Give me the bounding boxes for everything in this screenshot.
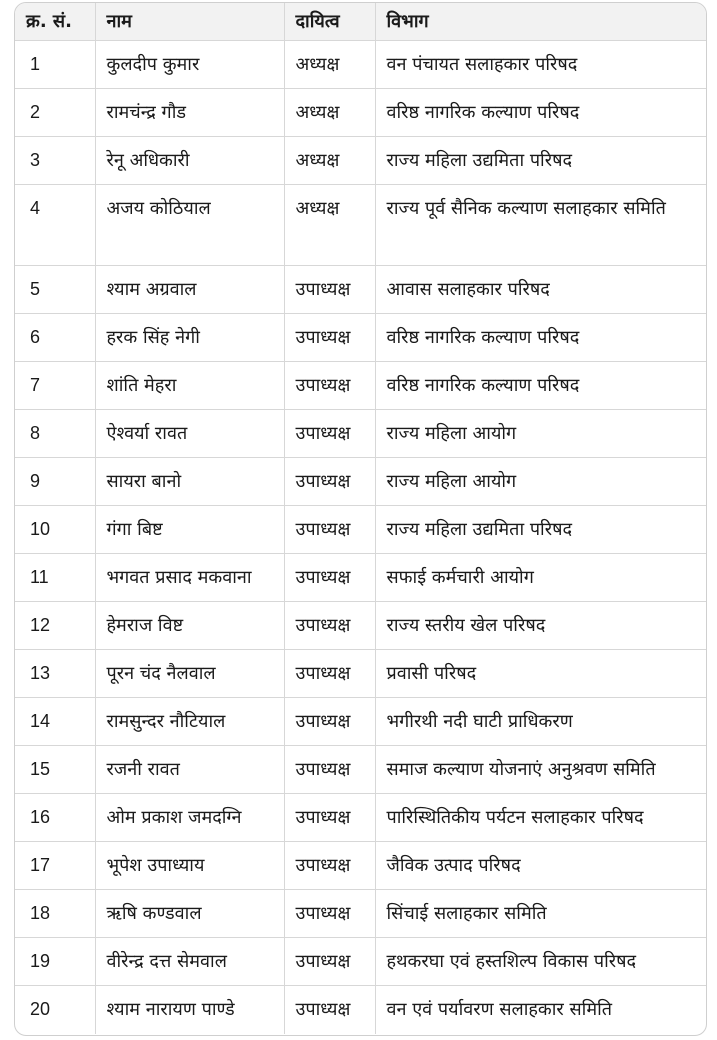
cell-serial-number: 6: [15, 314, 95, 362]
cell-name: भगवत प्रसाद मकवाना: [95, 554, 284, 602]
cell-department: जैविक उत्पाद परिषद: [375, 842, 706, 890]
table-row: [15, 794, 706, 842]
cell-serial-number: 15: [15, 746, 95, 794]
cell-role: अध्यक्ष: [284, 89, 375, 137]
cell-department: हथकरघा एवं हस्तशिल्प विकास परिषद: [375, 938, 706, 986]
cell-name: सायरा बानो: [95, 458, 284, 506]
cell-name: ऋषि कण्डवाल: [95, 890, 284, 938]
table-row: [15, 266, 706, 314]
cell-role: उपाध्यक्ष: [284, 554, 375, 602]
cell-role: अध्यक्ष: [284, 137, 375, 185]
cell-department: प्रवासी परिषद: [375, 650, 706, 698]
cell-department: राज्य महिला उद्यमिता परिषद: [375, 137, 706, 185]
cell-serial-number: 17: [15, 842, 95, 890]
cell-name: अजय कोठियाल: [95, 185, 284, 266]
cell-department: राज्य स्तरीय खेल परिषद: [375, 602, 706, 650]
cell-serial-number: 19: [15, 938, 95, 986]
cell-role: उपाध्यक्ष: [284, 650, 375, 698]
cell-department: भगीरथी नदी घाटी प्राधिकरण: [375, 698, 706, 746]
table-row: [15, 41, 706, 89]
cell-serial-number: 18: [15, 890, 95, 938]
cell-name: रजनी रावत: [95, 746, 284, 794]
cell-name: रेनू अधिकारी: [95, 137, 284, 185]
cell-department: वरिष्ठ नागरिक कल्याण परिषद: [375, 362, 706, 410]
header-name: नाम: [95, 3, 284, 41]
cell-name: ओम प्रकाश जमदग्नि: [95, 794, 284, 842]
table-row: [15, 986, 706, 1034]
cell-name: श्याम अग्रवाल: [95, 266, 284, 314]
cell-serial-number: 2: [15, 89, 95, 137]
cell-department: पारिस्थितिकीय पर्यटन सलाहकार परिषद: [375, 794, 706, 842]
cell-department: राज्य पूर्व सैनिक कल्याण सलाहकार समिति: [375, 185, 706, 266]
cell-name: हरक सिंह नेगी: [95, 314, 284, 362]
header-row: [15, 3, 706, 41]
table-row: [15, 890, 706, 938]
cell-name: गंगा बिष्ट: [95, 506, 284, 554]
cell-department: सिंचाई सलाहकार समिति: [375, 890, 706, 938]
appointments-table-container: [14, 2, 707, 1036]
table-row: [15, 746, 706, 794]
cell-name: रामसुन्दर नौटियाल: [95, 698, 284, 746]
header-serial-number: क्र. सं.: [15, 3, 95, 41]
cell-serial-number: 7: [15, 362, 95, 410]
cell-serial-number: 4: [15, 185, 95, 266]
cell-role: अध्यक्ष: [284, 185, 375, 266]
cell-serial-number: 11: [15, 554, 95, 602]
cell-department: समाज कल्याण योजनाएं अनुश्रवण समिति: [375, 746, 706, 794]
table-row: [15, 506, 706, 554]
cell-department: सफाई कर्मचारी आयोग: [375, 554, 706, 602]
appointments-table: [15, 3, 706, 1034]
cell-role: उपाध्यक्ष: [284, 602, 375, 650]
table-row: [15, 362, 706, 410]
cell-role: उपाध्यक्ष: [284, 506, 375, 554]
cell-name: वीरेन्द्र दत्त सेमवाल: [95, 938, 284, 986]
cell-role: उपाध्यक्ष: [284, 362, 375, 410]
cell-department: राज्य महिला आयोग: [375, 410, 706, 458]
table-body: [15, 41, 706, 1034]
cell-name: भूपेश उपाध्याय: [95, 842, 284, 890]
table-row: [15, 554, 706, 602]
cell-role: उपाध्यक्ष: [284, 266, 375, 314]
header-department: विभाग: [375, 3, 706, 41]
cell-role: उपाध्यक्ष: [284, 698, 375, 746]
cell-department: आवास सलाहकार परिषद: [375, 266, 706, 314]
cell-name: पूरन चंद नैलवाल: [95, 650, 284, 698]
table-row: [15, 698, 706, 746]
cell-serial-number: 13: [15, 650, 95, 698]
table-row: [15, 458, 706, 506]
cell-role: उपाध्यक्ष: [284, 458, 375, 506]
cell-department: वन एवं पर्यावरण सलाहकार समिति: [386, 999, 613, 1020]
table-row: [15, 938, 706, 986]
cell-role: उपाध्यक्ष: [284, 842, 375, 890]
cell-role: उपाध्यक्ष: [284, 938, 375, 986]
cell-serial-number: 16: [15, 794, 95, 842]
table-row: [15, 650, 706, 698]
cell-role: उपाध्यक्ष: [284, 314, 375, 362]
cell-role: उपाध्यक्ष: [284, 890, 375, 938]
cell-name: कुलदीप कुमार: [95, 41, 284, 89]
cell-serial-number: 10: [15, 506, 95, 554]
table-row: [15, 602, 706, 650]
header-role: दायित्व: [284, 3, 375, 41]
cell-role: उपाध्यक्ष: [284, 410, 375, 458]
cell-role: उपाध्यक्ष: [284, 794, 375, 842]
cell-serial-number: 12: [15, 602, 95, 650]
cell-serial-number: 8: [15, 410, 95, 458]
table-row: [15, 410, 706, 458]
cell-name: शांति मेहरा: [95, 362, 284, 410]
cell-department: राज्य महिला उद्यमिता परिषद: [375, 506, 706, 554]
cell-name: श्याम नारायण पाण्डे: [95, 986, 284, 1034]
table-row: [15, 842, 706, 890]
cell-role: अध्यक्ष: [284, 41, 375, 89]
cell-role: उपाध्यक्ष: [284, 746, 375, 794]
cell-department: वरिष्ठ नागरिक कल्याण परिषद: [375, 314, 706, 362]
cell-department: राज्य महिला आयोग: [375, 458, 706, 506]
cell-department: वरिष्ठ नागरिक कल्याण परिषद: [375, 89, 706, 137]
cell-serial-number: 9: [15, 458, 95, 506]
table-row: [15, 314, 706, 362]
cell-serial-number: 5: [15, 266, 95, 314]
cell-name: ऐश्वर्या रावत: [95, 410, 284, 458]
cell-serial-number: 20: [15, 986, 95, 1034]
cell-role: उपाध्यक्ष: [284, 986, 375, 1034]
table-header: [15, 3, 706, 41]
cell-department: वन पंचायत सलाहकार परिषद: [375, 41, 706, 89]
cell-serial-number: 1: [15, 41, 95, 89]
table-row: [15, 185, 706, 266]
cell-name: हेमराज विष्ट: [95, 602, 284, 650]
cell-serial-number: 14: [15, 698, 95, 746]
table-row: [15, 137, 706, 185]
cell-name: रामचंन्द्र गौड: [95, 89, 284, 137]
cell-serial-number: 3: [15, 137, 95, 185]
table-row: [15, 89, 706, 137]
